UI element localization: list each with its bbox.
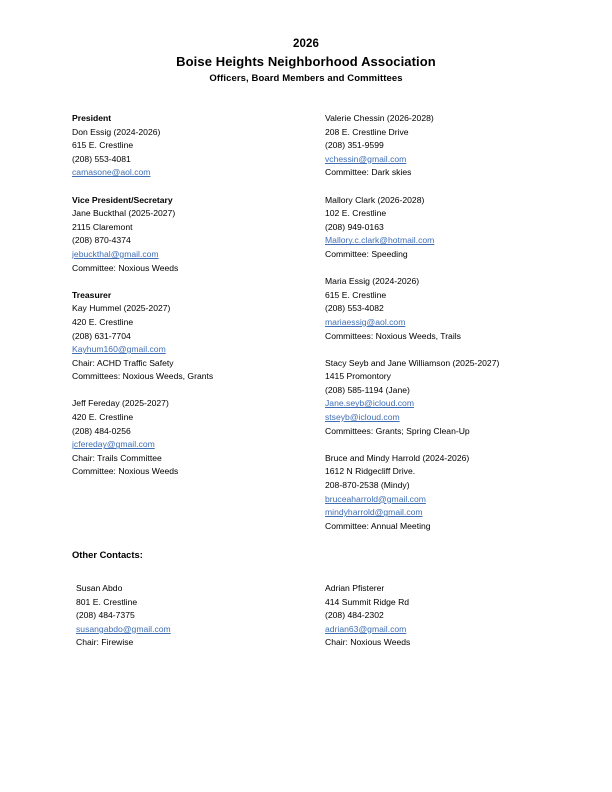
contact-email-link-text[interactable]: susangabdo@gmail.com	[76, 623, 171, 634]
header-organization: Boise Heights Neighborhood Association	[176, 54, 436, 69]
contact-name: Adrian Pfisterer	[325, 583, 385, 593]
contact-email-link-text[interactable]: Jane.seyb@icloud.com	[325, 398, 414, 409]
contact-address: 615 E. Crestline	[325, 289, 387, 300]
contact-committee-note: Committees: Noxious Weeds, Grants	[72, 371, 214, 382]
document-header	[0, 36, 612, 86]
contact-committee-note: Chair: Noxious Weeds	[325, 637, 411, 648]
contact-email-link[interactable]	[76, 623, 316, 637]
contact-phone: (208) 484-7375	[76, 610, 135, 621]
contact-email-link[interactable]	[72, 438, 312, 452]
contact-email-link-text[interactable]: adrian63@gmail.com	[325, 623, 407, 634]
contact-name: Susan Abdo	[76, 583, 123, 593]
contact-phone: 208-870-2538 (Mindy)	[325, 480, 410, 491]
contact-phone: (208) 553-4082	[325, 303, 384, 314]
contact-committee-note: Committee: Dark skies	[325, 167, 412, 178]
contact-phone: (208) 351-9599	[325, 140, 384, 151]
contact-email-link[interactable]	[325, 493, 575, 507]
other-contacts-heading: Other Contacts:	[72, 549, 143, 560]
contact-role-text: Treasurer	[72, 289, 112, 300]
contact-name: Don Essig (2024-2026)	[72, 126, 161, 137]
contact-address: 1612 N Ridgecliff Drive.	[325, 466, 416, 477]
contact-block	[325, 275, 575, 343]
contact-role	[72, 289, 312, 303]
contact-name: Jeff Fereday (2025-2027)	[72, 398, 169, 409]
header-subtitle: Officers, Board Members and Committees	[209, 73, 403, 84]
contact-block	[72, 194, 312, 276]
contact-email-link-text[interactable]: jebuckthal@gmail.com	[72, 248, 159, 259]
contact-email-link-text[interactable]: vchessin@gmail.com	[325, 153, 407, 164]
contact-email-link-text[interactable]: jcfereday@gmail.com	[72, 439, 155, 450]
contact-address: 420 E. Crestline	[72, 316, 134, 327]
contact-email-link[interactable]	[325, 506, 575, 520]
contact-name: Bruce and Mindy Harrold (2024-2026)	[325, 452, 470, 463]
contact-address: 615 E. Crestline	[72, 140, 134, 151]
contact-email-link-text[interactable]: stseyb@icloud.com	[325, 412, 400, 423]
contact-committee-note: Chair: Trails Committee	[72, 452, 162, 463]
contact-address: 1415 Promontory	[325, 371, 391, 382]
contact-committee-note: Committee: Annual Meeting	[325, 520, 431, 531]
contact-email-link[interactable]	[72, 343, 312, 357]
contact-block	[72, 289, 312, 384]
contact-block	[325, 582, 575, 650]
contact-committee-note: Committee: Speeding	[325, 248, 408, 259]
contact-committee-note: Committees: Grants; Spring Clean-Up	[325, 425, 470, 436]
contact-email-link[interactable]	[325, 623, 575, 637]
contact-address: 208 E. Crestline Drive	[325, 126, 409, 137]
contact-address: 102 E. Crestline	[325, 208, 387, 219]
contact-block	[325, 357, 575, 439]
contact-name: Mallory Clark (2026-2028)	[325, 194, 425, 205]
contact-name: Kay Hummel (2025-2027)	[72, 303, 171, 314]
contact-email-link[interactable]	[325, 411, 575, 425]
contact-block	[72, 397, 312, 479]
contact-phone: (208) 949-0163	[325, 221, 384, 232]
contact-role-text: Vice President/Secretary	[72, 194, 173, 205]
contact-role-text: President	[72, 113, 112, 123]
contact-email-link-text[interactable]: mariaessig@aol.com	[325, 316, 406, 327]
contact-role	[72, 112, 312, 126]
contact-email-link-text[interactable]: bruceaharrold@gmail.com	[325, 493, 426, 504]
contact-committee-note: Committees: Noxious Weeds, Trails	[325, 330, 461, 341]
contact-address: 420 E. Crestline	[72, 412, 134, 423]
contact-phone: (208) 484-0256	[72, 425, 131, 436]
contact-email-link[interactable]	[325, 153, 575, 167]
contact-phone: (208) 870-4374	[72, 235, 131, 246]
header-year: 2026	[293, 38, 319, 50]
contact-email-link[interactable]	[72, 248, 312, 262]
contact-email-link-text[interactable]: Mallory.c.clark@hotmail.com	[325, 235, 435, 246]
contact-committee-note: Chair: Firewise	[76, 637, 134, 648]
contact-phone: (208) 484-2302	[325, 610, 384, 621]
contact-name: Jane Buckthal (2025-2027)	[72, 208, 176, 219]
contact-block	[72, 112, 312, 180]
contact-email-link[interactable]	[72, 166, 312, 180]
contact-committee-note: Committee: Noxious Weeds	[72, 466, 179, 477]
contact-address: 414 Summit Ridge Rd	[325, 596, 410, 607]
contact-address: 2115 Claremont	[72, 221, 133, 232]
other-contacts-left-column	[76, 582, 316, 650]
contact-email-link[interactable]	[325, 316, 575, 330]
contact-address: 801 E. Crestline	[76, 596, 138, 607]
contact-email-link[interactable]	[325, 234, 575, 248]
other-contacts-right-column	[325, 582, 575, 650]
contact-name: Valerie Chessin (2026-2028)	[325, 113, 434, 123]
contact-committee-note: Chair: ACHD Traffic Safety	[72, 357, 174, 368]
contact-committee-note: Committee: Noxious Weeds	[72, 262, 179, 273]
contact-email-link-text[interactable]: Kayhum160@gmail.com	[72, 344, 166, 355]
left-column	[72, 112, 312, 479]
contact-email-link[interactable]	[325, 397, 575, 411]
contact-phone: (208) 553-4081	[72, 153, 131, 164]
contact-block	[325, 452, 575, 534]
contact-name: Stacy Seyb and Jane Williamson (2025-2027)	[325, 357, 500, 368]
contact-block	[76, 582, 316, 650]
right-column	[325, 112, 575, 533]
contact-email-link-text[interactable]: mindyharrold@gmail.com	[325, 507, 423, 518]
contact-role	[72, 194, 312, 208]
contact-block	[325, 112, 575, 180]
contact-phone: (208) 585-1194 (Jane)	[325, 384, 410, 395]
contact-block	[325, 194, 575, 262]
contact-name: Maria Essig (2024-2026)	[325, 276, 420, 287]
contact-email-link-text[interactable]: camasone@aol.com	[72, 167, 151, 178]
contact-phone: (208) 631-7704	[72, 330, 131, 341]
